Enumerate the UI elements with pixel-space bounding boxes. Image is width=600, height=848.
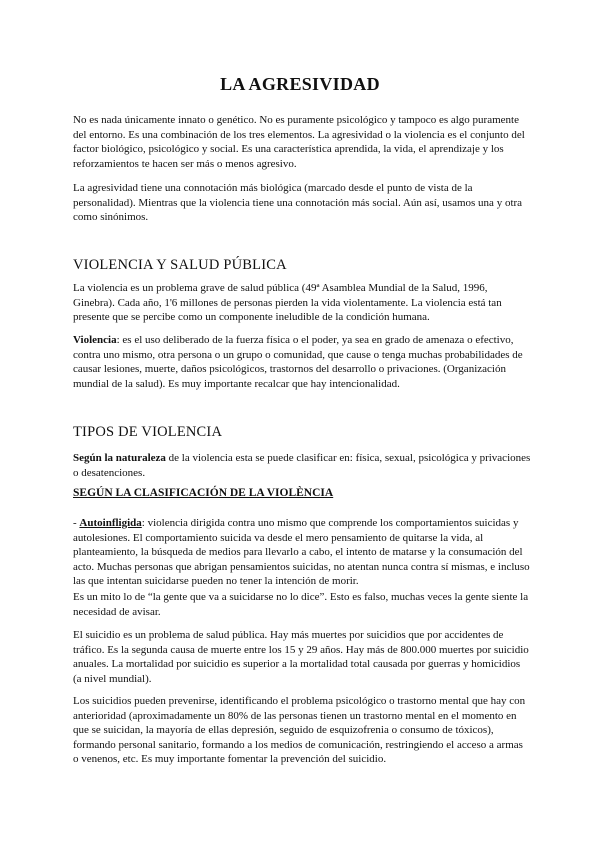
page-title: LA AGRESIVIDAD bbox=[220, 74, 380, 94]
violencia-definition-paragraph bbox=[73, 333, 531, 391]
suicidio-salud-paragraph: El suicidio es un problema de salud pública. Hay más muertes por suicidios que por accidentes de tráfico. Es la segunda causa de muerte entre los 15 y 29 años. Hay más de 800.000 muertes por suicidio anuales. La mortalidad por suicidio es superior a la mortalidad total causada por guerras y homicidios (a nivel mundial). bbox=[73, 629, 529, 685]
naturaleza-text: de la violencia esta se puede clasificar en: física, sexual, psicológica y privaciones o desatenciones. bbox=[73, 452, 531, 479]
prevencion-paragraph: Los suicidios pueden prevenirse, identificando el problema psicológico o trastorno mental que hay con anterioridad (aproximadamente un 80% de las personas tienen un trastorno mental en el momento en que se suicidan, la mayoría de ellas depresión, seguido de esquizofrenia o consumo de tóxicos), formando personal sanitario, formando a los medios de comunicación, restringiendo el acceso a armas o venenos, etc. Es muy importante fomentar la prevención del suicidio. bbox=[73, 695, 526, 766]
intro-paragraph-1: No es nada únicamente innato o genético. No es puramente psicológico y tampoco es algo puramente del entorno. Es una combinación de los tres elementos. La agresividad o la violencia es el conjunto del factor biológico, psicológico y social. Es una característica aprendida, la vida, el aprendizaje y los reforzamientos te hacen ser más o menos agresivo. bbox=[73, 114, 525, 170]
list-dash: - bbox=[73, 517, 80, 529]
mito-paragraph: Es un mito lo de “la gente que va a suicidarse no lo dice”. Esto es falso, muchas veces la gente siente la necesidad de avisar. bbox=[73, 591, 529, 618]
naturaleza-term: Según la naturaleza bbox=[73, 452, 166, 464]
autoinfligida-text: : violencia dirigida contra uno mismo que comprende los comportamientos suicidas y autolesiones. El comportamiento suicida va desde el mero pensamiento de quitarse la vida, al planteamiento, la búsqueda de medios para llevarlo a cabo, el intento de matarse y la consumación del acto. Muchas personas que abrigan pensamientos suicidas, no atentan nunca contra sí mismas, e incluso las que intentan suicidarse pueden no tener la intención de morir. bbox=[73, 517, 530, 588]
violencia-definition-text: : es el uso deliberado de la fuerza física o el poder, ya sea en grado de amenaza o efectivo, contra uno mismo, otra persona o un grupo o comunidad, que cause o tenga muchas probabilidades de causar lesiones, muerte, daños psicológicos, trastornos del desarrollo o privaciones. (Organización mundial de la salud). Es muy importante recalcar que hay intencionalidad. bbox=[73, 334, 523, 390]
autoinfligida-paragraph bbox=[73, 516, 531, 589]
violencia-term: Violencia bbox=[73, 334, 117, 346]
section-heading-violencia-salud: VIOLENCIA Y SALUD PÚBLICA bbox=[73, 257, 287, 273]
intro-paragraph-2: La agresividad tiene una connotación más biológica (marcado desde el punto de vista de la personalidad). Mientras que la violencia tiene una connotación más social. Aún así, usamos una y otra como sinónimos. bbox=[73, 182, 523, 224]
naturaleza-paragraph bbox=[73, 451, 531, 480]
autoinfligida-term: Autoinfligida bbox=[79, 517, 142, 529]
subheading-clasificacion: SEGÚN LA CLASIFICACIÓN DE LA VIOLÈNCIA bbox=[73, 487, 334, 499]
salud-paragraph-1: La violencia es un problema grave de salud pública (49ª Asamblea Mundial de la Salud, 1996, Ginebra). Cada año, 1'6 millones de personas pierden la vida violentamente. La violencia está tan presente que se percibe como un componente ineludible de la condición humana. bbox=[73, 282, 502, 324]
section-heading-tipos: TIPOS DE VIOLENCIA bbox=[73, 424, 223, 440]
